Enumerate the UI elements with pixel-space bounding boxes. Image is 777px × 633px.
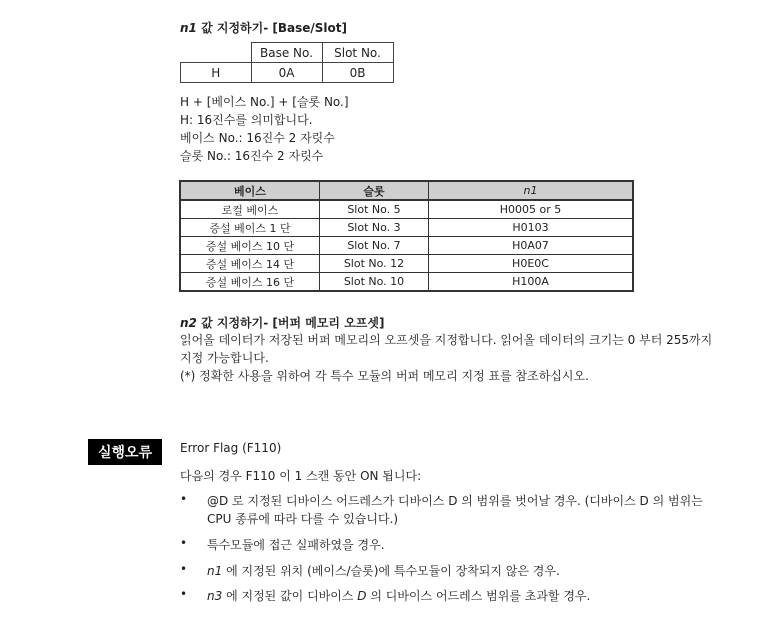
bullet-symbol: • [180,492,188,506]
bullet-text: @D 로 지정된 디바이스 어드레스가 디바이스 D 의 범위를 벗어날 경우. (디바이스 D 의 범위는 [207,494,703,508]
n1-desc-line: 베이스 No.: 16진수 2 자릿수 [180,131,335,145]
n1-description [180,93,349,165]
table-cell: H0E0C [429,255,634,273]
n2-desc-line: 읽어올 데이터가 저장된 버퍼 메모리의 오프셋을 지정합니다. 읽어올 데이터의 크기는 0 부터 255까지 [180,333,713,347]
small-table-cell: H [181,63,252,83]
table-cell: 증설 베이스 1 단 [180,219,320,237]
bullet-variable: n1 [207,564,223,578]
big-table-header: 베이스 [180,181,320,200]
table-cell: Slot No. 12 [320,255,429,273]
bullet-variable: n3 [207,589,223,603]
table-row [180,255,633,273]
error-flag-title: Error Flag (F110) [180,441,282,455]
table-row [180,273,633,292]
table-cell: H0A07 [429,237,634,255]
error-intro: 다음의 경우 F110 이 1 스캔 동안 ON 됩니다: [180,469,422,483]
bullet-variable: D [357,589,367,603]
base-slot-table [180,42,394,83]
n2-heading [180,314,384,331]
bullet-symbol: • [180,536,188,550]
table-cell: 증설 베이스 16 단 [180,273,320,292]
small-table-header: Slot No. [322,43,393,63]
bullet-text: 의 디바이스 어드레스 범위를 초과할 경우. [370,589,591,603]
bullet-item [207,587,590,604]
big-table-header: n1 [429,181,634,200]
table-row [180,237,633,255]
table-row [180,219,633,237]
table-cell: Slot No. 10 [320,273,429,292]
bullet-text: 에 지정된 값이 디바이스 [226,589,354,603]
n2-desc-line: 지정 가능합니다. [180,351,269,365]
bullet-text: CPU 종류에 따라 다를 수 있습니다.) [207,512,399,526]
bullet-item [207,492,727,528]
bullet-text: 특수모듈에 접근 실패하였을 경우. [207,538,385,552]
bullet-item [207,562,560,579]
bullet-text: 에 지정된 위치 (베이스/슬롯)에 특수모듈이 장착되지 않은 경우. [226,564,560,578]
big-table-header: 슬롯 [320,181,429,200]
small-table-corner [181,43,252,63]
table-cell: 로컬 베이스 [180,200,320,219]
small-table-header: Base No. [251,43,322,63]
table-cell: Slot No. 3 [320,219,429,237]
n1-heading [180,19,347,36]
table-cell: 증설 베이스 10 단 [180,237,320,255]
table-cell: H0103 [429,219,634,237]
n2-heading-text: 값 지정하기- [버퍼 메모리 오프셋] [201,316,385,330]
execution-error-badge: 실행오류 [88,439,162,465]
n2-desc-line: (*) 정확한 사용을 위하여 각 특수 모듈의 버퍼 메모리 지정 표를 참조하십시오. [180,369,589,383]
table-cell: Slot No. 7 [320,237,429,255]
small-table-cell: 0A [251,63,322,83]
table-cell: Slot No. 5 [320,200,429,219]
table-row [180,200,633,219]
bullet-symbol: • [180,562,188,576]
table-cell: 증설 베이스 14 단 [180,255,320,273]
n1-desc-line: 슬롯 No.: 16진수 2 자릿수 [180,149,324,163]
table-cell: H0005 or 5 [429,200,634,219]
bullet-symbol: • [180,587,188,601]
n2-variable: n2 [180,316,197,330]
n1-example-table [179,180,634,292]
table-cell: H100A [429,273,634,292]
n1-desc-line: H + [베이스 No.] + [슬롯 No.] [180,95,349,109]
n1-variable: n1 [180,21,197,35]
n2-description [180,331,740,385]
n1-heading-text: 값 지정하기- [Base/Slot] [201,21,348,35]
small-table-cell: 0B [322,63,393,83]
n1-desc-line: H: 16진수를 의미합니다. [180,113,313,127]
